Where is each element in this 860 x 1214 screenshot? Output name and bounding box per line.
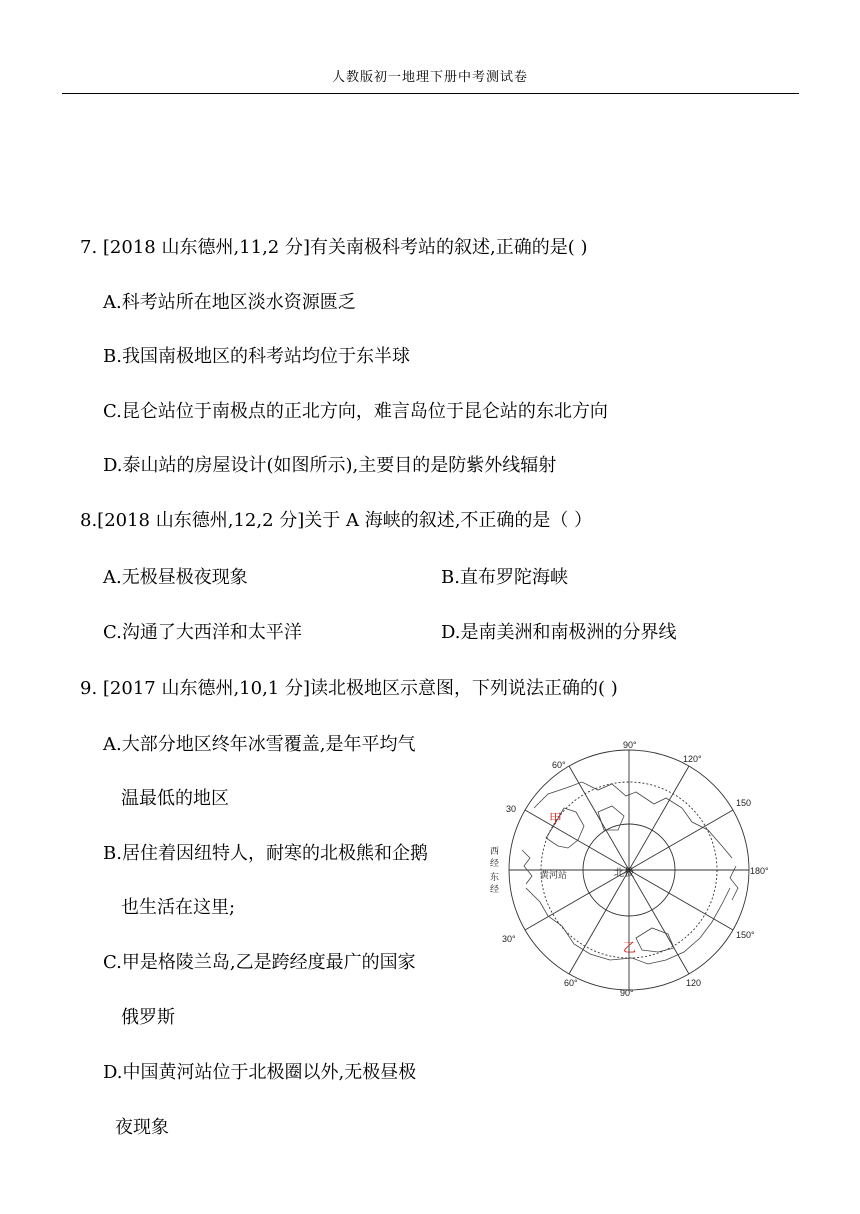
lon-label-60-lower: 60° <box>564 978 578 988</box>
q7-option-d: D.泰山站的房屋设计(如图所示),主要目的是防紫外线辐射 <box>103 455 557 476</box>
arctic-map <box>486 738 776 996</box>
q9-option-a-line1: A.大部分地区终年冰雪覆盖,是年平均气 <box>103 734 416 755</box>
q9-option-a-line2: 温最低的地区 <box>121 788 229 809</box>
east-label-2: 经 <box>490 884 500 894</box>
west-label-2: 经 <box>490 858 500 868</box>
east-label-1: 东 <box>490 872 500 882</box>
q9-stem: 9. [2017 山东德州,10,1 分]读北极地区示意图，下列说法正确的( ) <box>80 678 618 699</box>
q8-stem: 8.[2018 山东德州,12,2 分]关于 A 海峡的叙述,不正确的是（ ） <box>80 510 593 531</box>
q9-option-c-line2: 俄罗斯 <box>121 1007 175 1028</box>
q9-option-b-line1: B.居住着因纽特人，耐寒的北极熊和企鹅 <box>103 843 428 864</box>
lon-label-30-left: 30 <box>506 804 517 814</box>
q7-stem: 7. [2018 山东德州,11,2 分]有关南极科考站的叙述,正确的是( ) <box>80 237 588 258</box>
lon-label-bottom: 90° <box>620 988 634 996</box>
jia-marker: 甲 <box>549 812 563 827</box>
yi-marker: 乙 <box>623 941 637 956</box>
q8-option-b: B.直布罗陀海峡 <box>441 567 568 588</box>
page-header: 人教版初一地理下册中考测试卷 <box>331 70 528 85</box>
q8-option-a: A.无极昼极夜现象 <box>103 567 248 588</box>
north-pole-label: 北极 <box>614 868 634 879</box>
lon-label-120-upper: 120° <box>683 754 702 764</box>
q8-option-d: D.是南美洲和南极洲的分界线 <box>441 622 677 643</box>
lon-label-30-lower: 30° <box>502 934 516 944</box>
lon-label-150-lower: 150° <box>736 930 755 940</box>
lon-label-150-upper: 150 <box>736 798 752 808</box>
west-label-1: 西 <box>490 846 500 856</box>
q7-option-c: C.昆仑站位于南极点的正北方向，难言岛位于昆仑站的东北方向 <box>103 401 608 422</box>
lon-label-top: 90° <box>623 740 637 750</box>
header-divider <box>62 93 799 94</box>
q9-option-c-line1: C.甲是格陵兰岛,乙是跨经度最广的国家 <box>103 952 416 973</box>
huanghe-station-label: 黄河站 <box>540 870 568 880</box>
q9-option-d-line1: D.中国黄河站位于北极圈以外,无极昼极 <box>103 1062 417 1083</box>
lon-label-60-upper: 60° <box>552 760 566 770</box>
q7-option-a: A.科考站所在地区淡水资源匮乏 <box>103 292 356 313</box>
lon-label-120-lower: 120 <box>686 978 702 988</box>
q8-option-c: C.沟通了大西洋和太平洋 <box>103 622 302 643</box>
q9-option-b-line2: 也生活在这里; <box>121 897 236 918</box>
lon-label-180: 180° <box>750 866 769 876</box>
q9-option-d-line2: 夜现象 <box>115 1117 169 1138</box>
q7-option-b: B.我国南极地区的科考站均位于东半球 <box>103 346 410 367</box>
